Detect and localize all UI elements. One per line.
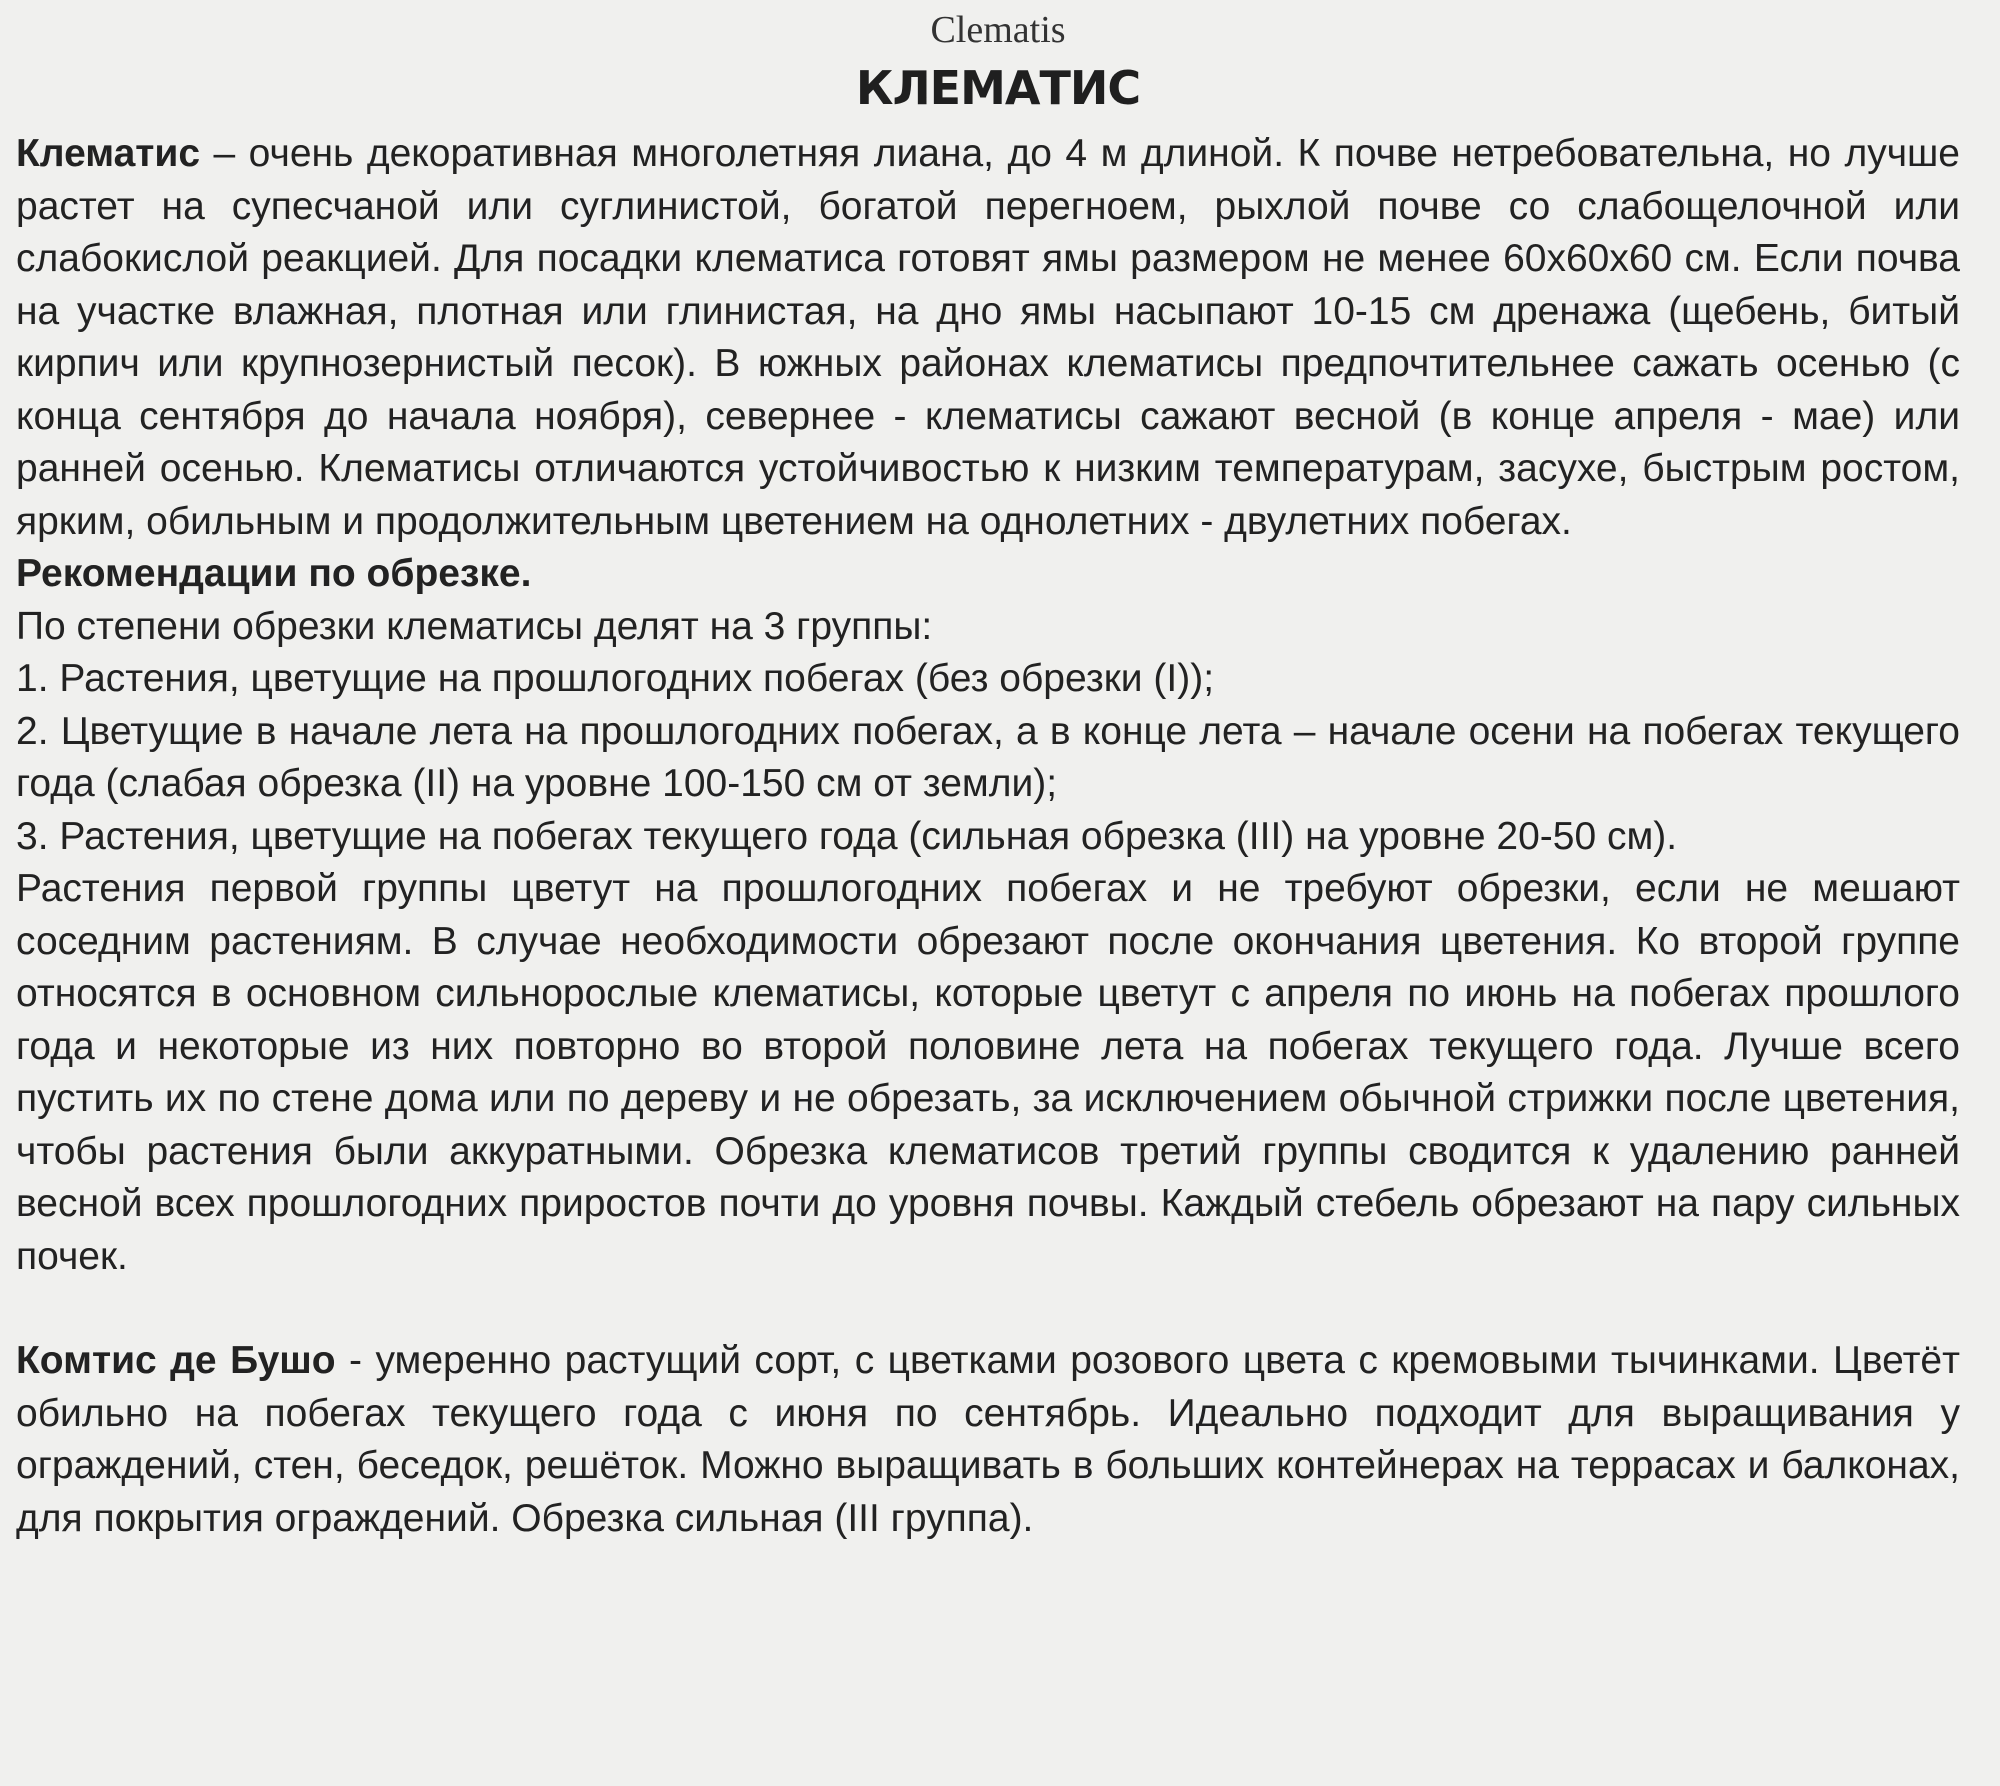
pruning-details: Растения первой группы цветут на прошлогодних побегах и не требуют обрезки, если не мешают соседним растениям. В случае необходимости обрезают после окончания цветения. Ко второй группе относятся в основном сильнорослые клематисы, которые цветут с апреля по июнь на побегах прошлого года и некоторые из них повторно во второй половине лета на побегах текущего года. Лучше всего пустить их по стене дома или по дереву и не обрезать, за исключением обычной стрижки после цветения, чтобы растения были аккуратными. Обрезка клематисов третий группы сводится к удалению ранней весной всех прошлогодних приростов почти до уровня почвы. Каждый стебель обрезают на пару сильных почек. xyxy=(16,867,1960,1278)
variety-name: Комтис де Бушо xyxy=(16,1339,336,1382)
pruning-item-1: 1. Растения, цветущие на прошлогодних побегах (без обрезки (I)); xyxy=(16,657,1215,700)
page-title: КЛЕМАТИС xyxy=(855,61,1141,115)
intro-paragraph xyxy=(16,128,1960,548)
section-gap xyxy=(16,1283,1960,1335)
pruning-item-3: 3. Растения, цветущие на побегах текущего года (сильная обрезка (III) на уровне 20-50 см). xyxy=(16,814,1678,858)
intro-text: – очень декоративная многолетняя лиана, до 4 м длиной. К почве нетребовательна, но лучше растет на супесчаной или суглинистой, богатой перегноем, рыхлой почве со слабощелочной или слабокислой реакцией. Для посадки клематиса готовят ямы размером не менее 60х60х60 см. Если почва на участке влажная, плотная или глинистая, на дно ямы насыпают 10-15 см дренажа (щебень, битый кирпич или крупнозернистый песок). В южных районах клематисы предпочтительнее сажать осенью (с конца сентября до начала ноября), севернее - клематисы сажают весной (в конце апреля - мае) или ранней осенью. Клематисы отличаются устойчивостью к низким температурам, засухе, быстрым ростом, ярким, обильным и продолжительным цветением на однолетних - двулетних побегах. xyxy=(16,132,1960,543)
variety-paragraph xyxy=(16,1335,1960,1545)
variety-text: - умеренно растущий сорт, с цветками розового цвета с кремовыми тычинками. Цветёт обильно на побегах текущего года с июня по сентябрь. Идеально подходит для выращивания у ограждений, стен, беседок, решёток. Можно выращивать в больших контейнерах на террасах и балконах, для покрытия ограждений. Обрезка сильная (III группа). xyxy=(16,1339,1960,1540)
latin-name: Clematis xyxy=(930,9,1066,51)
pruning-lead: По степени обрезки клематисы делят на 3 группы: xyxy=(16,604,933,648)
pruning-heading: Рекомендации по обрезке. xyxy=(16,552,532,595)
document-page xyxy=(16,0,1960,1545)
pruning-item-2: 2. Цветущие в начале лета на прошлогодних побегах, а в конце лета – начале осени на побегах текущего года (слабая обрезка (II) на уровне 100-150 см от земли); xyxy=(16,709,1960,805)
intro-term: Клематис xyxy=(16,132,201,175)
